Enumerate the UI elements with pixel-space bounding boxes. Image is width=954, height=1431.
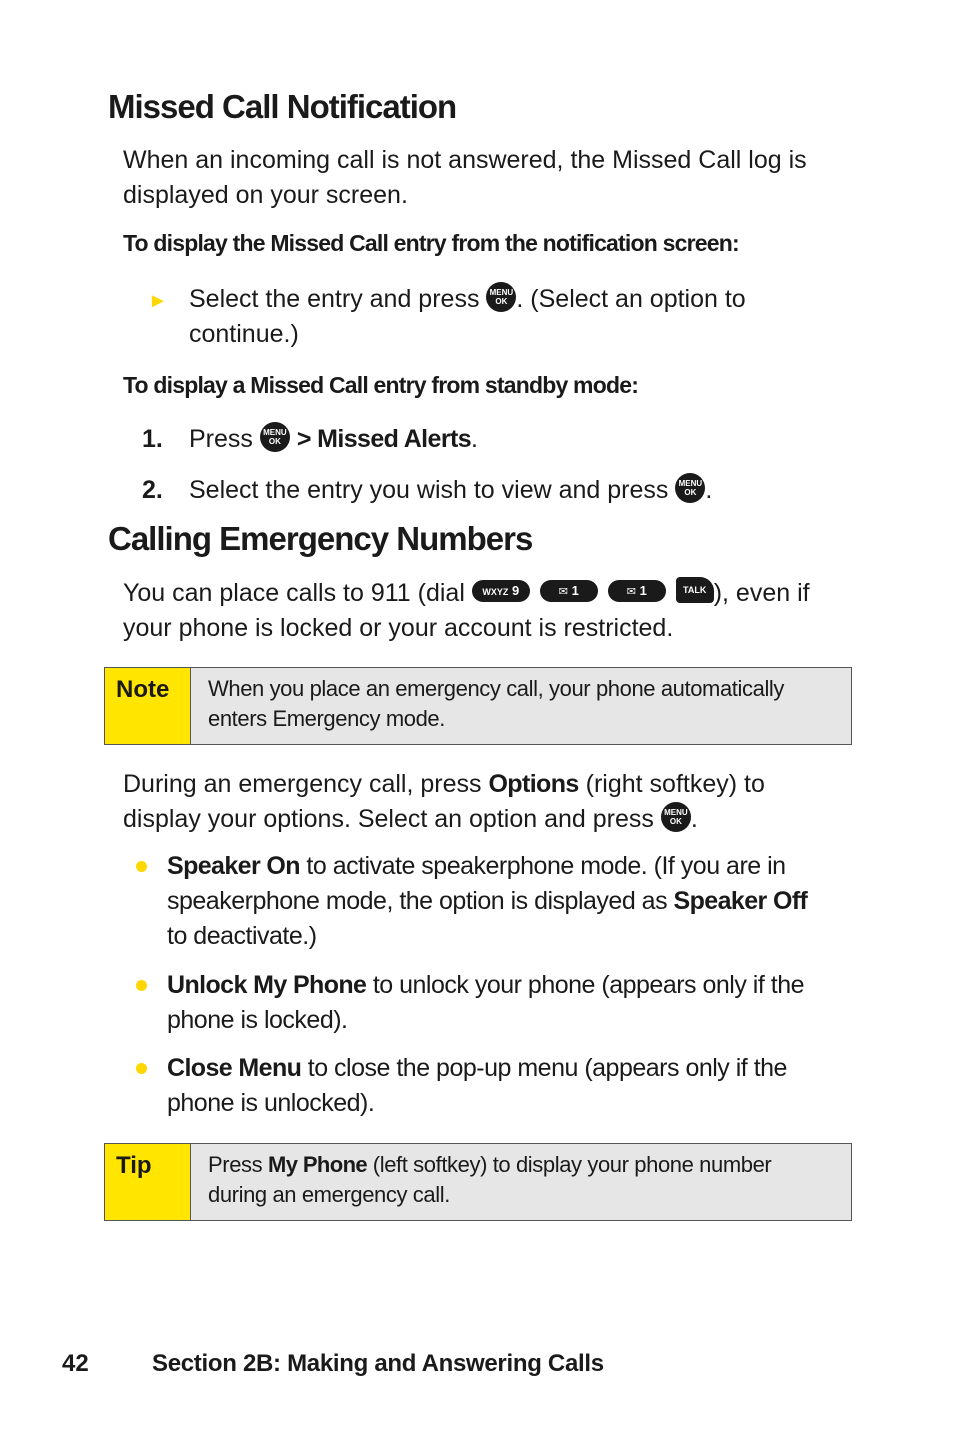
bullet-text: to unlock your phone (appears only if the [372,971,805,999]
arrow-bullet-icon: ► [148,290,168,312]
tip-text [191,1144,783,1220]
step-number: 2. [142,476,163,504]
step-2 [142,473,862,508]
bullet-dot-icon [136,1063,147,1074]
talk-key-icon: TALK [676,577,714,603]
key-digit: 1 [571,583,579,599]
punct: . [690,805,698,833]
section-title-missed-call: Missed Call Notification [108,88,457,125]
step-text: Select the entry you wish to view and press [189,476,669,504]
tip-label: Tip [105,1144,191,1220]
ok-key-label: OK [268,437,281,447]
bullet-dot-icon [136,861,147,872]
key-digit: 9 [512,583,520,599]
options-paragraph [123,767,863,837]
section-title-emergency: Calling Emergency Numbers [108,520,533,557]
subheading-standby: To display a Missed Call entry from standby mode: [123,372,639,398]
step-text: Select the entry and press [189,285,480,313]
tip-line: Press [208,1152,263,1177]
bullet-term: Speaker On [167,852,300,880]
para-text: During an emergency call, press [123,770,482,798]
para-text: ), even if [713,579,810,607]
step-text: Press [189,425,253,453]
note-label: Note [105,668,191,744]
step-number: 1. [142,425,163,453]
menu-key-label: MENU [489,288,514,298]
step-text-3: continue.) [189,320,299,348]
ok-key-label: OK [684,488,697,498]
step-notification [148,282,848,348]
mail-icon: ✉ [626,586,636,599]
bullet-text: phone is locked). [167,1006,348,1034]
tip-box [104,1143,852,1221]
bullet-dot-icon [136,980,147,991]
menu-ok-key-icon [486,282,516,312]
ok-key-label: OK [669,817,682,827]
para-text: You can place calls to 911 (dial [123,579,465,607]
punct: . [471,425,478,453]
subheading-notification: To display the Missed Call entry from the notification screen: [123,230,739,256]
footer-section: Section 2B: Making and Answering Calls [152,1350,604,1377]
key-letters: WXYZ [482,587,509,598]
menu-key-label: MENU [664,808,688,818]
step-1 [142,422,862,457]
key-digit: 1 [639,583,647,599]
bullet-text: phone is unlocked). [167,1089,375,1117]
bullet-term: Close Menu [167,1054,302,1082]
note-box [104,667,852,745]
tip-line: during an emergency call. [208,1182,450,1207]
menu-key-label: MENU [263,428,287,438]
menu-key-label: MENU [678,479,703,489]
key-9-icon [472,580,530,602]
ok-key-label: OK [495,297,508,307]
bullet-term: Unlock My Phone [167,971,367,999]
punct: . [705,476,713,504]
bullet-text: to close the pop-up menu (appears only if the [307,1054,787,1082]
note-line: enters Emergency mode. [208,706,445,731]
note-text [191,668,796,744]
note-line: When you place an emergency call, your phone automatically [208,676,785,701]
menu-ok-key-icon [675,473,705,503]
bullet-term: Speaker Off [673,887,808,915]
bullet-text: to deactivate.) [167,922,317,950]
menu-path: > Missed Alerts [296,425,471,453]
emergency-paragraph [123,576,863,646]
page-number: 42 [62,1350,89,1377]
key-1-icon [608,580,666,602]
options-softkey-label: Options [488,770,579,798]
bullet-text: speakerphone mode, the option is displayed as [167,887,668,915]
my-phone-softkey-label: My Phone [267,1152,368,1177]
step-text-2: . (Select an option to [516,285,746,313]
mail-icon: ✉ [558,586,568,599]
menu-ok-key-icon [260,422,290,452]
intro-paragraph [123,143,863,213]
menu-ok-key-icon [661,802,691,832]
key-1-icon [540,580,598,602]
bullet-text: to activate speakerphone mode. (If you are in [306,852,786,880]
para-text: display your options. Select an option and press [123,805,654,833]
intro-text: When an incoming call is not answered, the Missed Call log is displayed on your screen. [123,146,807,209]
para-text: (right softkey) to [585,770,765,798]
para-text: your phone is locked or your account is restricted. [123,614,674,642]
tip-line: (left softkey) to display your phone number [372,1152,772,1177]
